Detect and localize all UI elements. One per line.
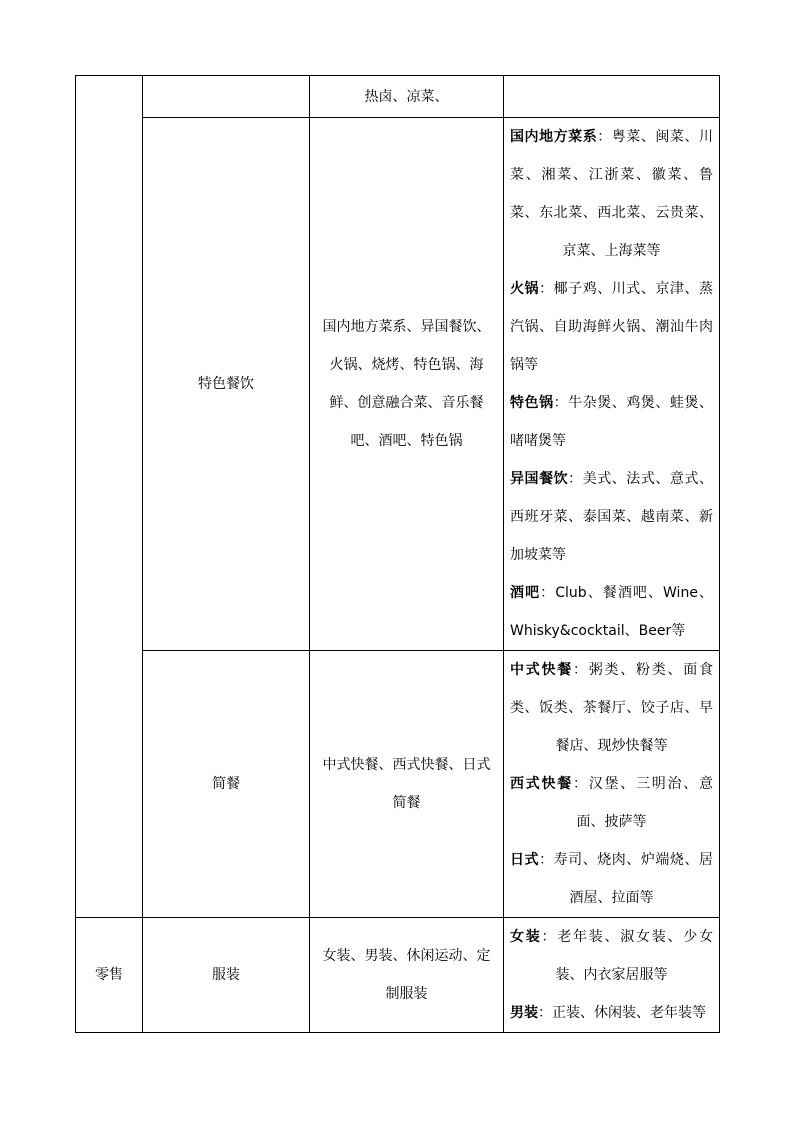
detail-entry [510, 765, 713, 841]
detail-label: 男装 [510, 1005, 538, 1021]
detail-label: 火锅 [510, 281, 540, 297]
format-text: 热卤、凉菜、 [364, 88, 449, 105]
detail-entry [510, 574, 713, 650]
detail-text: ：Club、餐酒吧、Wine、Whisky&cocktail、Beer等 [510, 585, 714, 639]
detail-label: 酒吧 [510, 585, 541, 601]
detail-text: ：牛杂煲、鸡煲、蛙煲、啫啫煲等 [510, 395, 714, 449]
detail-cell [504, 918, 720, 1033]
detail-text: ：寿司、烧肉、炉端烧、居酒屋、拉面等 [539, 852, 714, 906]
category-table [75, 75, 720, 1033]
detail-cell [504, 118, 720, 651]
subcategory-cell [143, 118, 310, 651]
detail-entry [510, 651, 713, 765]
detail-text: ：椰子鸡、川式、京津、蒸汽锅、自助海鲜火锅、潮汕牛肉锅等 [510, 281, 714, 373]
detail-entry [510, 841, 713, 917]
detail-label: 中式快餐 [510, 662, 573, 678]
subcategory-text: 特色餐饮 [198, 376, 254, 392]
subcategory-cell [143, 651, 310, 918]
table-row [76, 118, 720, 651]
detail-label: 异国餐饮 [510, 471, 569, 487]
table-row [76, 651, 720, 918]
detail-text: ：粥类、粉类、面食类、饭类、茶餐厅、饺子店、早餐店、现炒快餐等 [510, 662, 713, 754]
detail-label: 国内地方菜系 [510, 129, 598, 145]
detail-cell-empty [504, 76, 720, 118]
format-text: 中式快餐、西式快餐、日式简餐 [322, 757, 491, 811]
detail-entry [510, 270, 713, 384]
detail-text: ：汉堡、三明治、意面、披萨等 [573, 776, 713, 830]
detail-label: 特色锅 [510, 395, 554, 411]
detail-text: ：美式、法式、意式、西班牙菜、泰国菜、越南菜、新加坡菜等 [510, 471, 714, 563]
detail-entry [510, 118, 713, 270]
detail-entry [510, 460, 713, 574]
detail-entry [510, 384, 713, 460]
detail-entry [510, 994, 713, 1032]
subcategory-text: 服装 [212, 967, 240, 983]
detail-entry [510, 918, 713, 994]
detail-label: 日式 [510, 852, 540, 868]
detail-text: ：正装、休闲装、老年装等 [538, 1005, 706, 1021]
category-cell [76, 918, 143, 1033]
table-row [76, 918, 720, 1033]
format-text: 国内地方菜系、异国餐饮、火锅、烧烤、特色锅、海鲜、创意融合菜、音乐餐吧、酒吧、特色锅 [322, 319, 491, 449]
format-cell [310, 651, 504, 918]
format-text: 女装、男装、休闲运动、定制服装 [322, 948, 491, 1002]
format-cell [310, 918, 504, 1033]
subcategory-text: 简餐 [212, 776, 240, 792]
detail-label: 女装 [510, 929, 542, 945]
detail-text: ：老年装、淑女装、少女装、内衣家居服等 [541, 929, 713, 983]
category-cell-empty [76, 76, 143, 918]
detail-text: ：粤菜、闽菜、川菜、湘菜、江浙菜、徽菜、鲁菜、东北菜、西北菜、云贵菜、京菜、上海菜等 [510, 129, 714, 259]
category-text: 零售 [95, 967, 123, 983]
detail-label: 西式快餐 [510, 776, 573, 792]
detail-cell [504, 651, 720, 918]
format-cell [310, 118, 504, 651]
subcategory-cell [143, 918, 310, 1033]
table-row [76, 76, 720, 118]
format-cell [310, 76, 504, 118]
subcategory-cell-empty [143, 76, 310, 118]
